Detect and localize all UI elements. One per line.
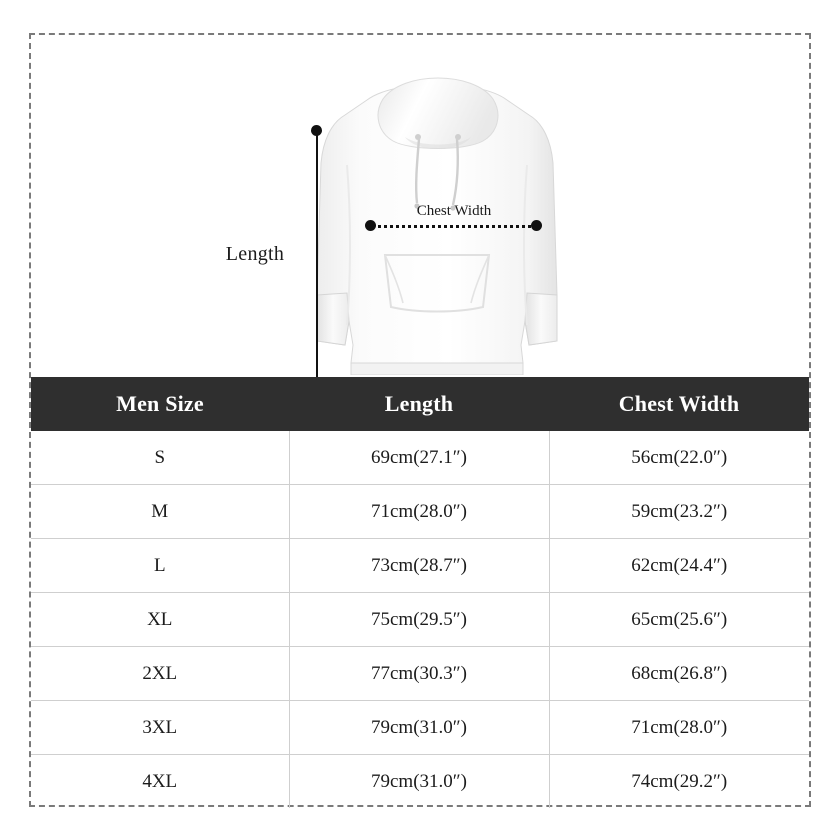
chest-measure-label: Chest Width [416,203,492,219]
cell-chest: 65cm(25.6″) [549,593,809,647]
measurement-illustration [31,35,809,377]
header-men-size: Men Size [31,377,289,431]
table-row [31,701,809,755]
header-length: Length [289,377,549,431]
table-row [31,539,809,593]
cell-size: 4XL [31,755,289,809]
cell-size: L [31,539,289,593]
cell-chest: 56cm(22.0″) [549,431,809,485]
cell-length: 77cm(30.3″) [289,647,549,701]
cell-size: M [31,485,289,539]
cell-size: S [31,431,289,485]
cell-length: 79cm(31.0″) [289,755,549,809]
cell-chest: 59cm(23.2″) [549,485,809,539]
table-row [31,647,809,701]
table-body [31,431,809,808]
cell-length: 73cm(28.7″) [289,539,549,593]
cell-length: 71cm(28.0″) [289,485,549,539]
cell-length: 79cm(31.0″) [289,701,549,755]
length-measure-label: Length [225,243,285,265]
cell-size: 2XL [31,647,289,701]
chest-measure-line [371,225,537,228]
cell-chest: 71cm(28.0″) [549,701,809,755]
cell-chest: 62cm(24.4″) [549,539,809,593]
cell-chest: 74cm(29.2″) [631,770,728,792]
cell-length: 75cm(29.5″) [289,593,549,647]
cell-chest: 68cm(26.8″) [549,647,809,701]
table-row [31,593,809,647]
table-row [31,755,809,809]
cell-length: 69cm(27.1″) [289,431,549,485]
cell-size: XL [31,593,289,647]
chest-endpoint-right-dot [531,220,542,231]
table-header-row [31,377,809,431]
header-chest-width: Chest Width [549,377,809,431]
size-table [31,377,809,808]
table-row [31,485,809,539]
table-row [31,431,809,485]
length-measure-line [316,130,318,390]
table-header [31,377,809,431]
cell-size: 3XL [31,701,289,755]
